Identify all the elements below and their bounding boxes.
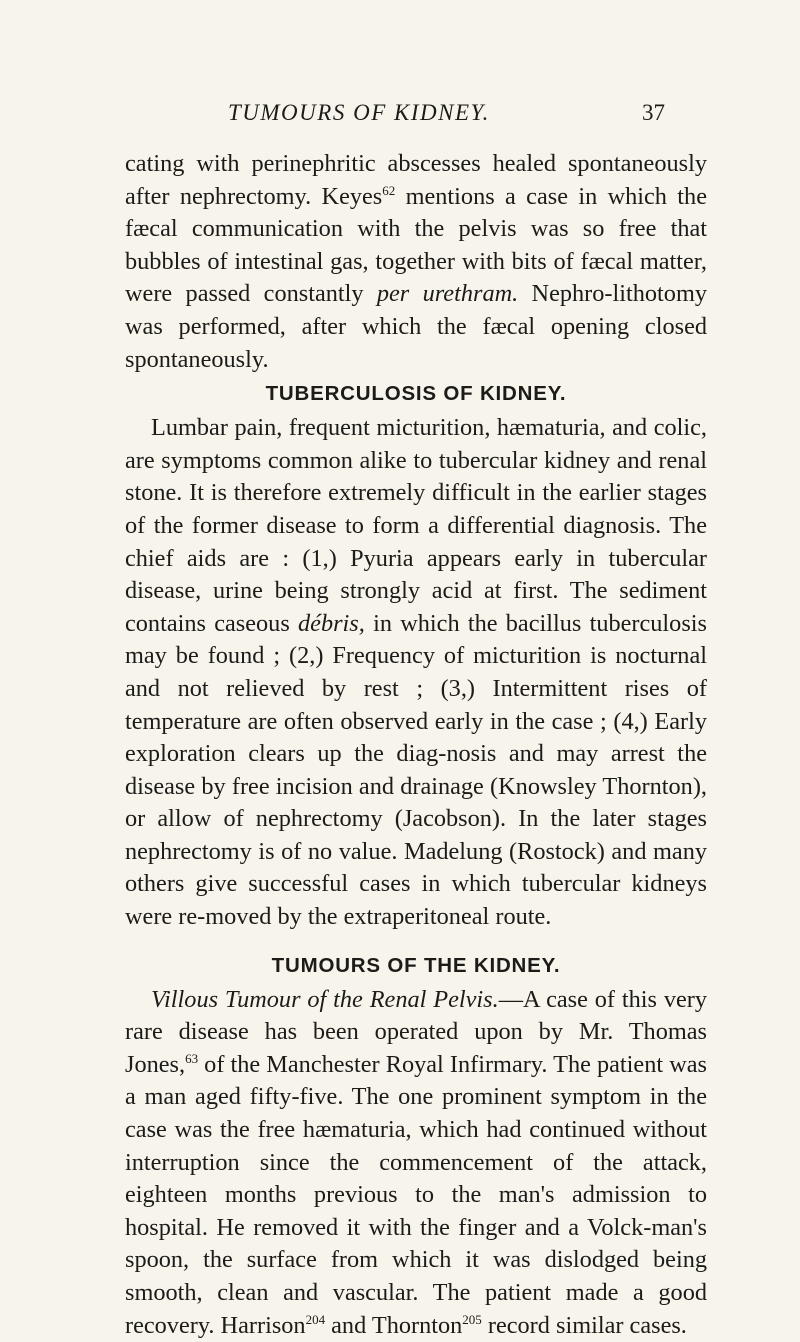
tuberculosis-paragraph xyxy=(125,412,707,934)
tumours-text-1: —A case of this very rare disease has been operated upon by Mr. Thomas Jones, xyxy=(125,985,708,1078)
tumours-text-2: of the Manchester Royal Infirmary. The patient was a man aged fifty-five. The one prominent symptom in the case was the free hæmaturia, which had continued without interruption since the commencement of the attack, eighteen months previous to the man's admission to hospital. He removed it with the finger and a Volck-man's spoon, the surface from which it was dislodged being smooth, clean and vascular. The patient made a good recovery. Harrison xyxy=(125,1050,707,1339)
tuberculosis-italic-debris: débris, xyxy=(298,609,365,637)
tumours-paragraph xyxy=(125,984,707,1342)
footnote-ref-62: 62 xyxy=(382,182,396,198)
page-header xyxy=(0,100,800,132)
footnote-ref-205: 205 xyxy=(462,1311,482,1327)
tuberculosis-text-1: Lumbar pain, frequent micturition, hæmaturia, and colic, are symptoms common alike to tubercular kidney and renal stone. It is therefore extremely difficult in the earlier stages of the former disease to form a differential diagnosis. The chief aids are : (1,) Pyuria appears early in tubercular disease, urine being strongly acid at first. The sediment contains caseous xyxy=(125,414,707,637)
footnote-ref-63: 63 xyxy=(185,1050,199,1066)
intro-text-1: cating with perinephritic abscesses healed spontaneously after nephrectomy. Keyes xyxy=(125,150,707,210)
tuberculosis-text-2: in which the bacillus tuberculosis may be found ; (2,) Frequency of micturition is nocturnal and not relieved by rest ; (3,) Intermittent rises of temperature are often observed early in the case ; (4,) Early exploration clears up the diag-nosis and may arrest the disease by free incision and drainage (Knowsley Thornton), or allow of nephrectomy (Jacobson). In the later stages nephrectomy is of no value. Madelung (Rostock) and many others give successful cases in which tubercular kidneys were re-moved by the extraperitoneal route. xyxy=(125,609,707,931)
tumours-text-4: record similar cases. xyxy=(481,1311,687,1339)
page-number: 37 xyxy=(642,100,665,125)
running-title: TUMOURS OF KIDNEY. xyxy=(228,100,490,125)
intro-paragraph xyxy=(125,148,707,376)
intro-italic-per-urethram: per urethram. xyxy=(376,280,519,308)
section-heading-tuberculosis: TUBERCULOSIS OF KIDNEY. xyxy=(265,382,567,406)
section-heading-tumours: TUMOURS OF THE KIDNEY. xyxy=(271,953,561,977)
tumours-italic-lead: Villous Tumour of the Renal Pelvis. xyxy=(151,985,499,1013)
footnote-ref-204: 204 xyxy=(305,1311,326,1327)
body-text xyxy=(125,148,707,1342)
tumours-text-3: and Thornton xyxy=(325,1311,463,1339)
intro-text-2: mentions a case in which the fæcal communication with the pelvis was so free that bubbles of intestinal gas, together with bits of fæcal matter, were passed constantly xyxy=(125,182,707,308)
intro-text-3: Nephro-lithotomy was performed, after which the fæcal opening closed spontaneously. xyxy=(125,280,708,373)
